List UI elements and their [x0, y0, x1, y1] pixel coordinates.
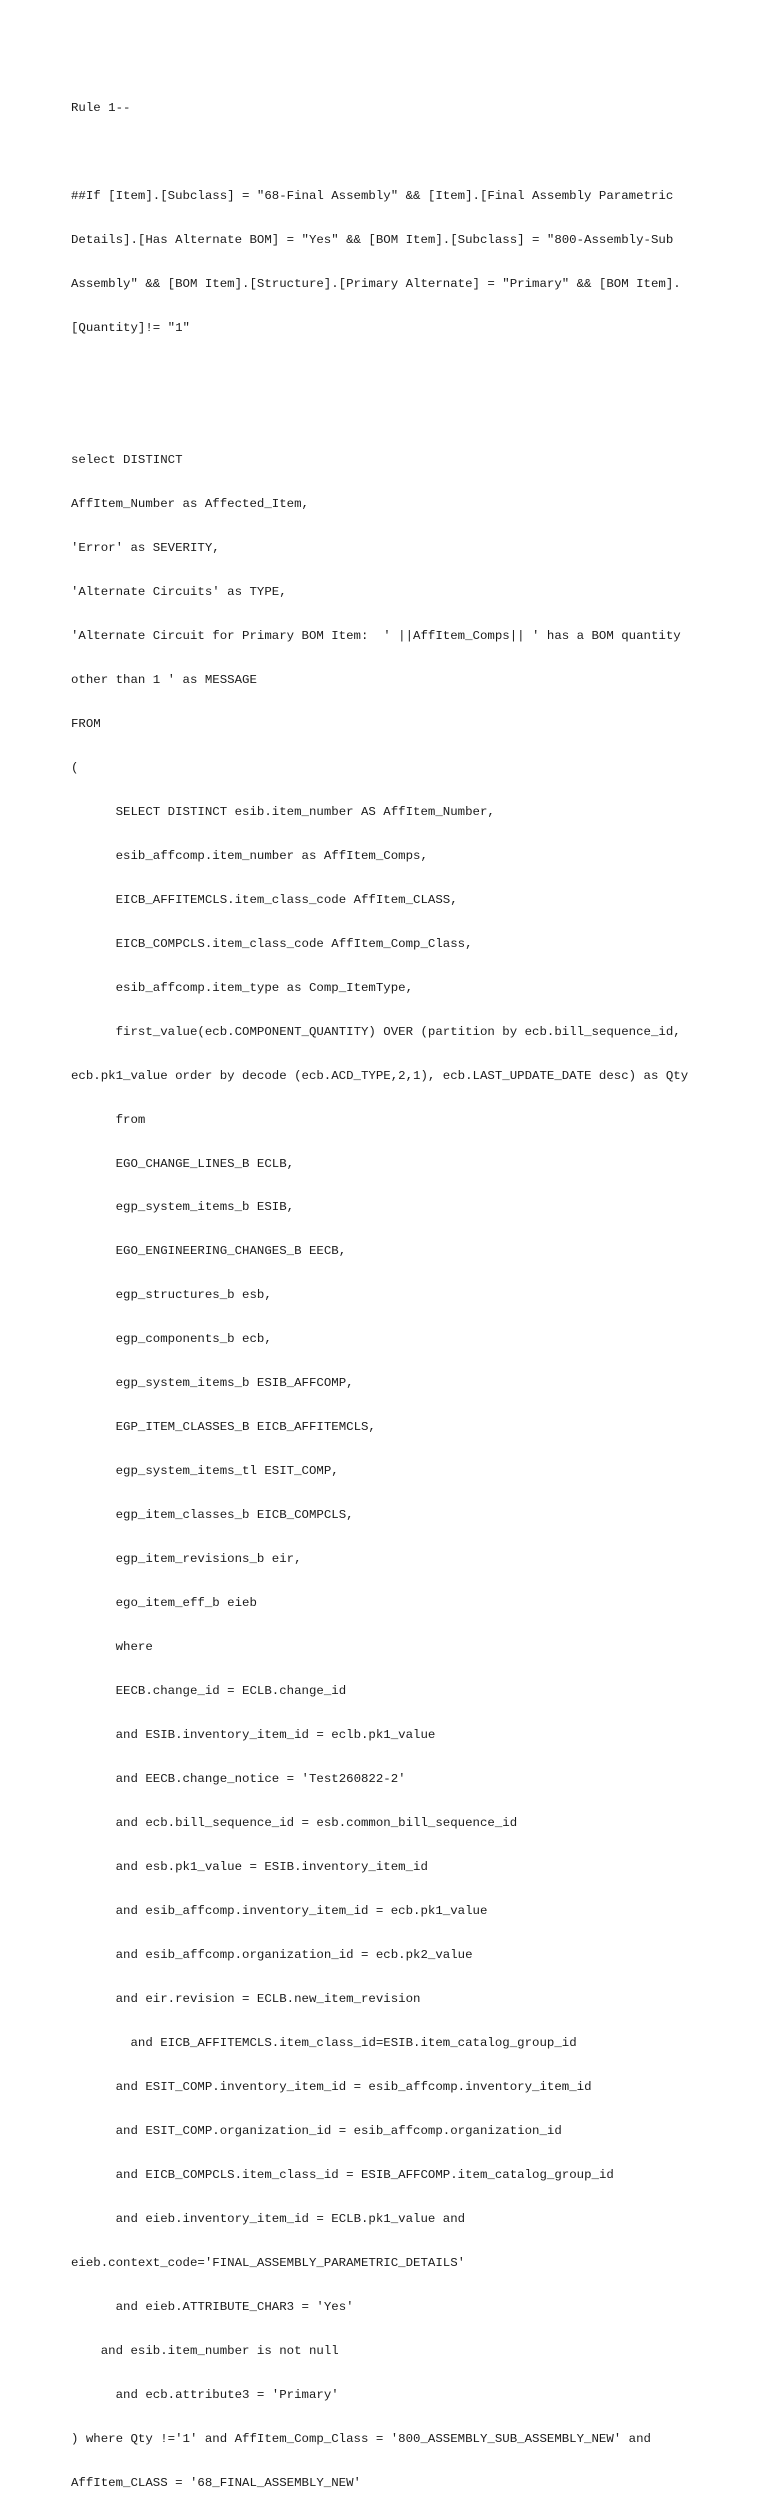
rule-condition-line: Assembly" && [BOM Item].[Structure].[Primary Alternate] = "Primary" && [BOM Item]. [71, 277, 681, 292]
sql-line: and eieb.inventory_item_id = ECLB.pk1_value and [71, 2211, 466, 2226]
rule-condition-line: Details].[Has Alternate BOM] = "Yes" && [BOM Item].[Subclass] = "800-Assembly-Sub [71, 233, 674, 248]
sql-line: and esb.pk1_value = ESIB.inventory_item_id [71, 1860, 428, 1875]
sql-line: ego_item_eff_b eieb [71, 1596, 257, 1611]
sql-line: ( [71, 760, 79, 775]
sql-line: first_value(ecb.COMPONENT_QUANTITY) OVER (partition by ecb.bill_sequence_id, [71, 1024, 681, 1039]
sql-line: and EECB.change_notice = 'Test260822-2' [71, 1772, 406, 1787]
sql-line: and eieb.ATTRIBUTE_CHAR3 = 'Yes' [71, 2299, 354, 2314]
sql-line: other than 1 ' as MESSAGE [71, 672, 257, 687]
sql-line: FROM [71, 716, 101, 731]
sql-line: ) where Qty !='1' and AffItem_Comp_Class = '800_ASSEMBLY_SUB_ASSEMBLY_NEW' and [71, 2431, 651, 2446]
sql-line: egp_system_items_b ESIB, [71, 1200, 295, 1215]
document-body [71, 72, 761, 2520]
sql-line: AffItem_CLASS = '68_FINAL_ASSEMBLY_NEW' [71, 2475, 361, 2490]
sql-line: EGO_ENGINEERING_CHANGES_B EECB, [71, 1244, 347, 1259]
sql-line: SELECT DISTINCT esib.item_number AS AffItem_Number, [71, 804, 495, 819]
sql-line: egp_item_classes_b EICB_COMPCLS, [71, 1508, 354, 1523]
blank-line [71, 365, 761, 380]
sql-line: ecb.pk1_value order by decode (ecb.ACD_TYPE,2,1), ecb.LAST_UPDATE_DATE desc) as Qty [71, 1068, 689, 1083]
sql-line: egp_system_items_b ESIB_AFFCOMP, [71, 1376, 354, 1391]
sql-line: EGO_CHANGE_LINES_B ECLB, [71, 1156, 295, 1171]
sql-line: where [71, 1640, 153, 1655]
sql-line: and esib.item_number is not null [71, 2343, 339, 2358]
sql-line: and ESIT_COMP.inventory_item_id = esib_affcomp.inventory_item_id [71, 2079, 592, 2094]
sql-line: AffItem_Number as Affected_Item, [71, 496, 309, 511]
sql-line: and ESIT_COMP.organization_id = esib_affcomp.organization_id [71, 2123, 562, 2138]
sql-line: 'Error' as SEVERITY, [71, 540, 220, 555]
sql-line: and EICB_AFFITEMCLS.item_class_id=ESIB.item_catalog_group_id [71, 2035, 577, 2050]
sql-line: egp_system_items_tl ESIT_COMP, [71, 1464, 339, 1479]
sql-line: egp_components_b ecb, [71, 1332, 272, 1347]
sql-line: 'Alternate Circuit for Primary BOM Item: ' ||AffItem_Comps|| ' has a BOM quantity [71, 628, 681, 643]
sql-line: esib_affcomp.item_number as AffItem_Comps, [71, 848, 428, 863]
sql-line: esib_affcomp.item_type as Comp_ItemType, [71, 980, 414, 995]
sql-line: and eir.revision = ECLB.new_item_revision [71, 1991, 421, 2006]
sql-line: and ecb.bill_sequence_id = esb.common_bill_sequence_id [71, 1816, 518, 1831]
sql-line: EICB_AFFITEMCLS.item_class_code AffItem_CLASS, [71, 892, 458, 907]
sql-line: EGP_ITEM_CLASSES_B EICB_AFFITEMCLS, [71, 1420, 376, 1435]
sql-line: and esib_affcomp.organization_id = ecb.pk2_value [71, 1947, 473, 1962]
sql-line: and esib_affcomp.inventory_item_id = ecb.pk1_value [71, 1903, 488, 1918]
rule-condition-line: ##If [Item].[Subclass] = "68-Final Assembly" && [Item].[Final Assembly Parametric [71, 189, 674, 204]
sql-line: and EICB_COMPCLS.item_class_id = ESIB_AFFCOMP.item_catalog_group_id [71, 2167, 614, 2182]
blank-line [71, 145, 761, 160]
sql-line: 'Alternate Circuits' as TYPE, [71, 584, 287, 599]
sql-line: from [71, 1112, 146, 1127]
sql-line: select DISTINCT [71, 453, 183, 468]
blank-line [71, 409, 761, 424]
sql-line: egp_structures_b esb, [71, 1288, 272, 1303]
sql-line: eieb.context_code='FINAL_ASSEMBLY_PARAMETRIC_DETAILS' [71, 2255, 466, 2270]
rule-heading: Rule 1-- [71, 101, 131, 116]
rule-condition-line: [Quantity]!= "1" [71, 321, 190, 336]
sql-line: EICB_COMPCLS.item_class_code AffItem_Comp_Class, [71, 936, 473, 951]
sql-line: EECB.change_id = ECLB.change_id [71, 1684, 347, 1699]
sql-line: and ecb.attribute3 = 'Primary' [71, 2387, 339, 2402]
sql-line: egp_item_revisions_b eir, [71, 1552, 302, 1567]
sql-line: and ESIB.inventory_item_id = eclb.pk1_value [71, 1728, 436, 1743]
